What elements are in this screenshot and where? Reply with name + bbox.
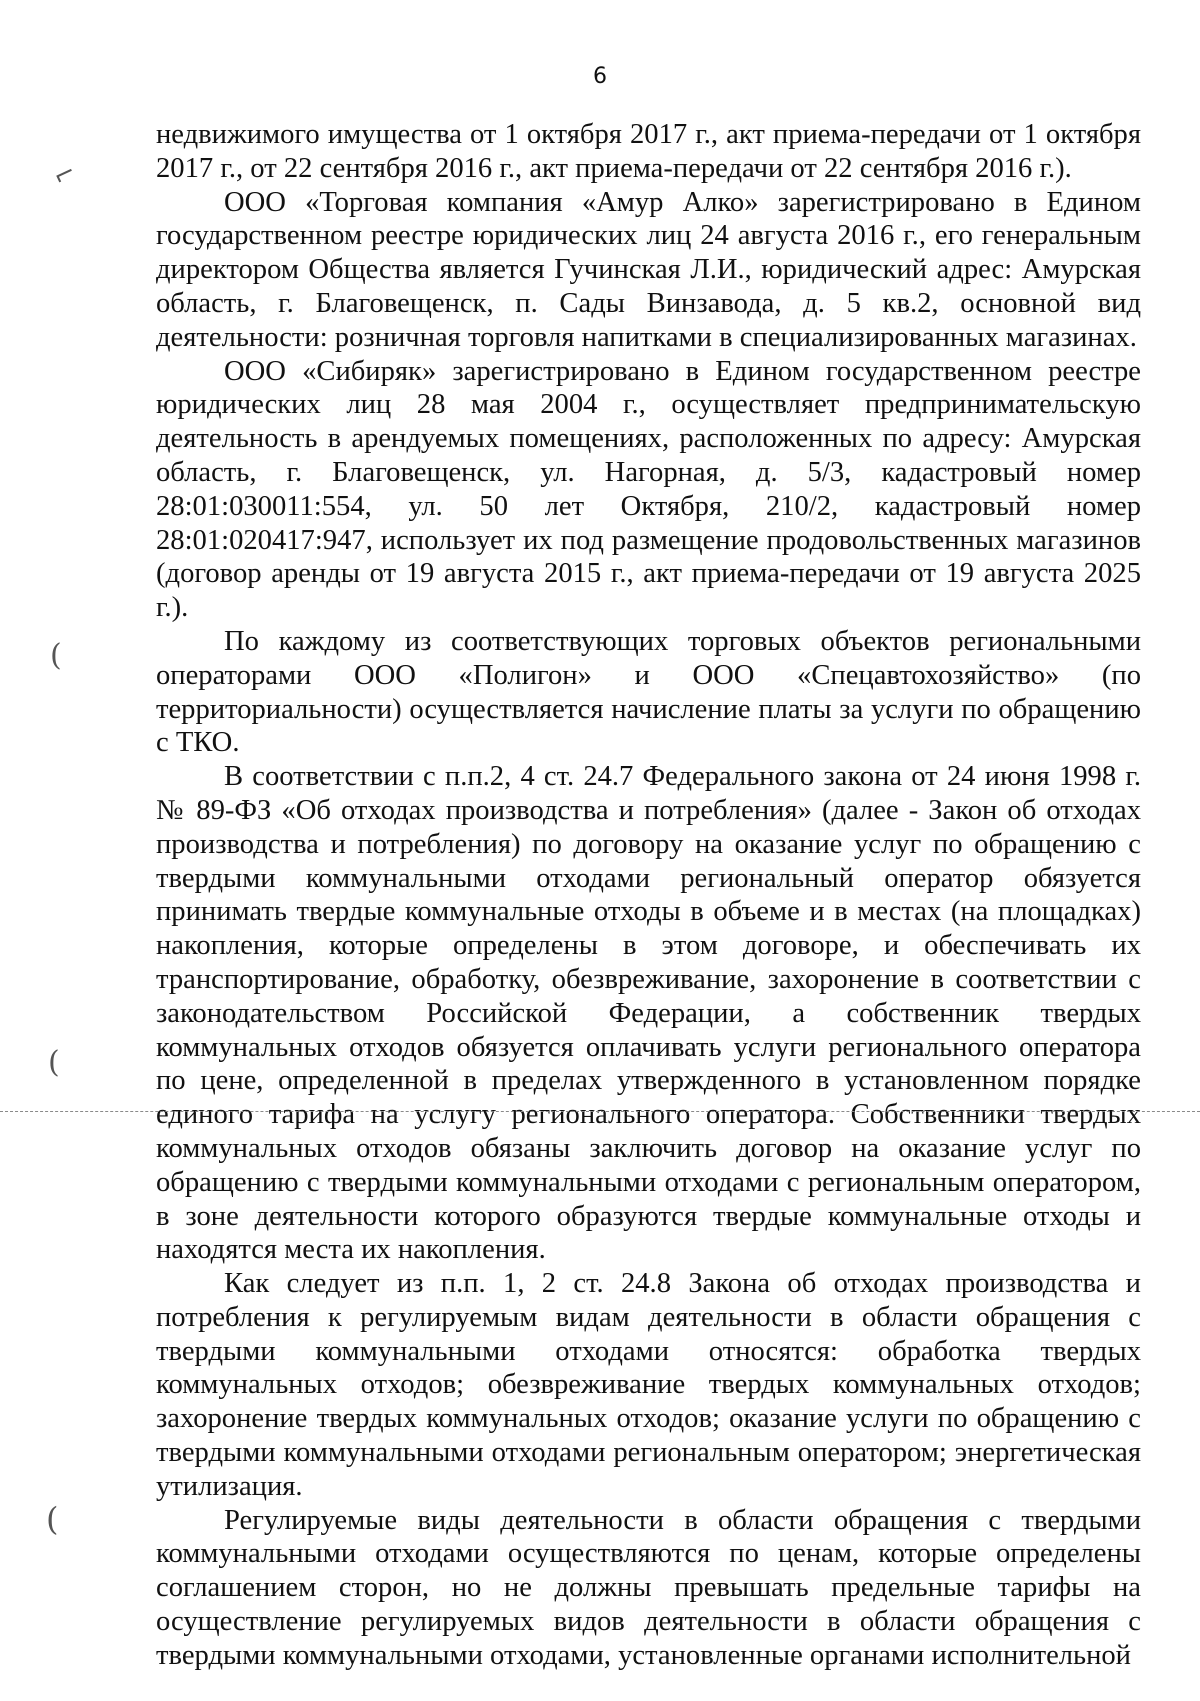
binding-hole-mark: ( [48, 1045, 60, 1080]
paragraph-7: Регулируемые виды деятельности в области обращения с твердыми коммунальными отходами осуществляются по ценам, которые определены соглашением сторон, но не должны превышать предельные тарифы на осуществление регулируемых видов деятельности в области обращения с твердыми коммунальными отходами, установленные органами исполнительной [156, 1504, 1141, 1671]
page-number: 6 [593, 64, 607, 89]
binding-hole-mark: ( [50, 638, 62, 673]
paragraph-5: В соответствии с п.п.2, 4 ст. 24.7 Федерального закона от 24 июня 1998 г. № 89-ФЗ «Об отходах производства и потребления» (далее - Закон об отходах производства и потребления) по договору на оказание услуг по обращению с твердыми коммунальными отходами региональный оператор обязуется принимать твердые коммунальные отходы в объеме и в местах (на площадках) накопления, которые определены в этом договоре, и обеспечивать их транспортирование, обработку, обезвреживание, захоронение в соответствии с законодательством Российской Федерации, а собственник твердых коммунальных отходов обязуется оплачивать услуги регионального оператора по цене, определенной в пределах утвержденного в установленном порядке единого тарифа на услугу регионального оператора. Собственники твердых коммунальных отходов обязаны заключить договор на оказание услуг по обращению с твердыми коммунальными отходами с региональным оператором, в зоне деятельности которого образуются твердые коммунальные отходы и находятся места их накопления. [156, 761, 1141, 1266]
paragraph-2: ООО «Торговая компания «Амур Алко» зарегистрировано в Едином государственном реестре юридических лиц 24 августа 2016 г., его генеральным директором Общества является Гучинская Л.И., юридический адрес: Амурская область, г. Благовещенск, п. Сады Винзавода, д. 5 кв.2, основной вид деятельности: розничная торговля напитками в специализированных магазинах. [156, 186, 1141, 353]
scan-fold-line [0, 1111, 1200, 1112]
paragraph-4: По каждому из соответствующих торговых объектов региональными операторами ООО «Полигон» и ООО «Спецавтохозяйство» (по территориальности) осуществляется начисление платы за услуги по обращению с ТКО. [156, 625, 1141, 759]
binding-hole-mark: ( [46, 1500, 59, 1538]
paragraph-6: Как следует из п.п. 1, 2 ст. 24.8 Закона об отходах производства и потребления к регулируемым видам деятельности в области обращения с твердыми коммунальными отходами относятся: обработка твердых коммунальных отходов; обезвреживание твердых коммунальных отходов; захоронение твердых коммунальных отходов; оказание услуги по обращению с твердыми коммунальными отходами региональным оператором; энергетическая утилизация. [156, 1268, 1141, 1502]
binding-hole-mark: ⌐ [48, 156, 82, 194]
paragraph-3: ООО «Сибиряк» зарегистрировано в Едином государственном реестре юридических лиц 28 мая 2004 г., осуществляет предпринимательскую деятельность в арендуемых помещениях, расположенных по адресу: Амурская область, г. Благовещенск, ул. Нагорная, д. 5/3, кадастровый номер 28:01:030011:554, ул. 50 лет Октября, 210/2, кадастровый номер 28:01:020417:947, использует их под размещение продовольственных магазинов (договор аренды от 19 августа 2015 г., акт приема-передачи от 19 августа 2025 г.). [156, 355, 1141, 624]
document-body [156, 118, 1141, 1673]
paragraph-1: недвижимого имущества от 1 октября 2017 г., акт приема-передачи от 1 октября 2017 г., от 22 сентября 2016 г., акт приема-передачи от 22 сентября 2016 г.). [156, 119, 1141, 184]
